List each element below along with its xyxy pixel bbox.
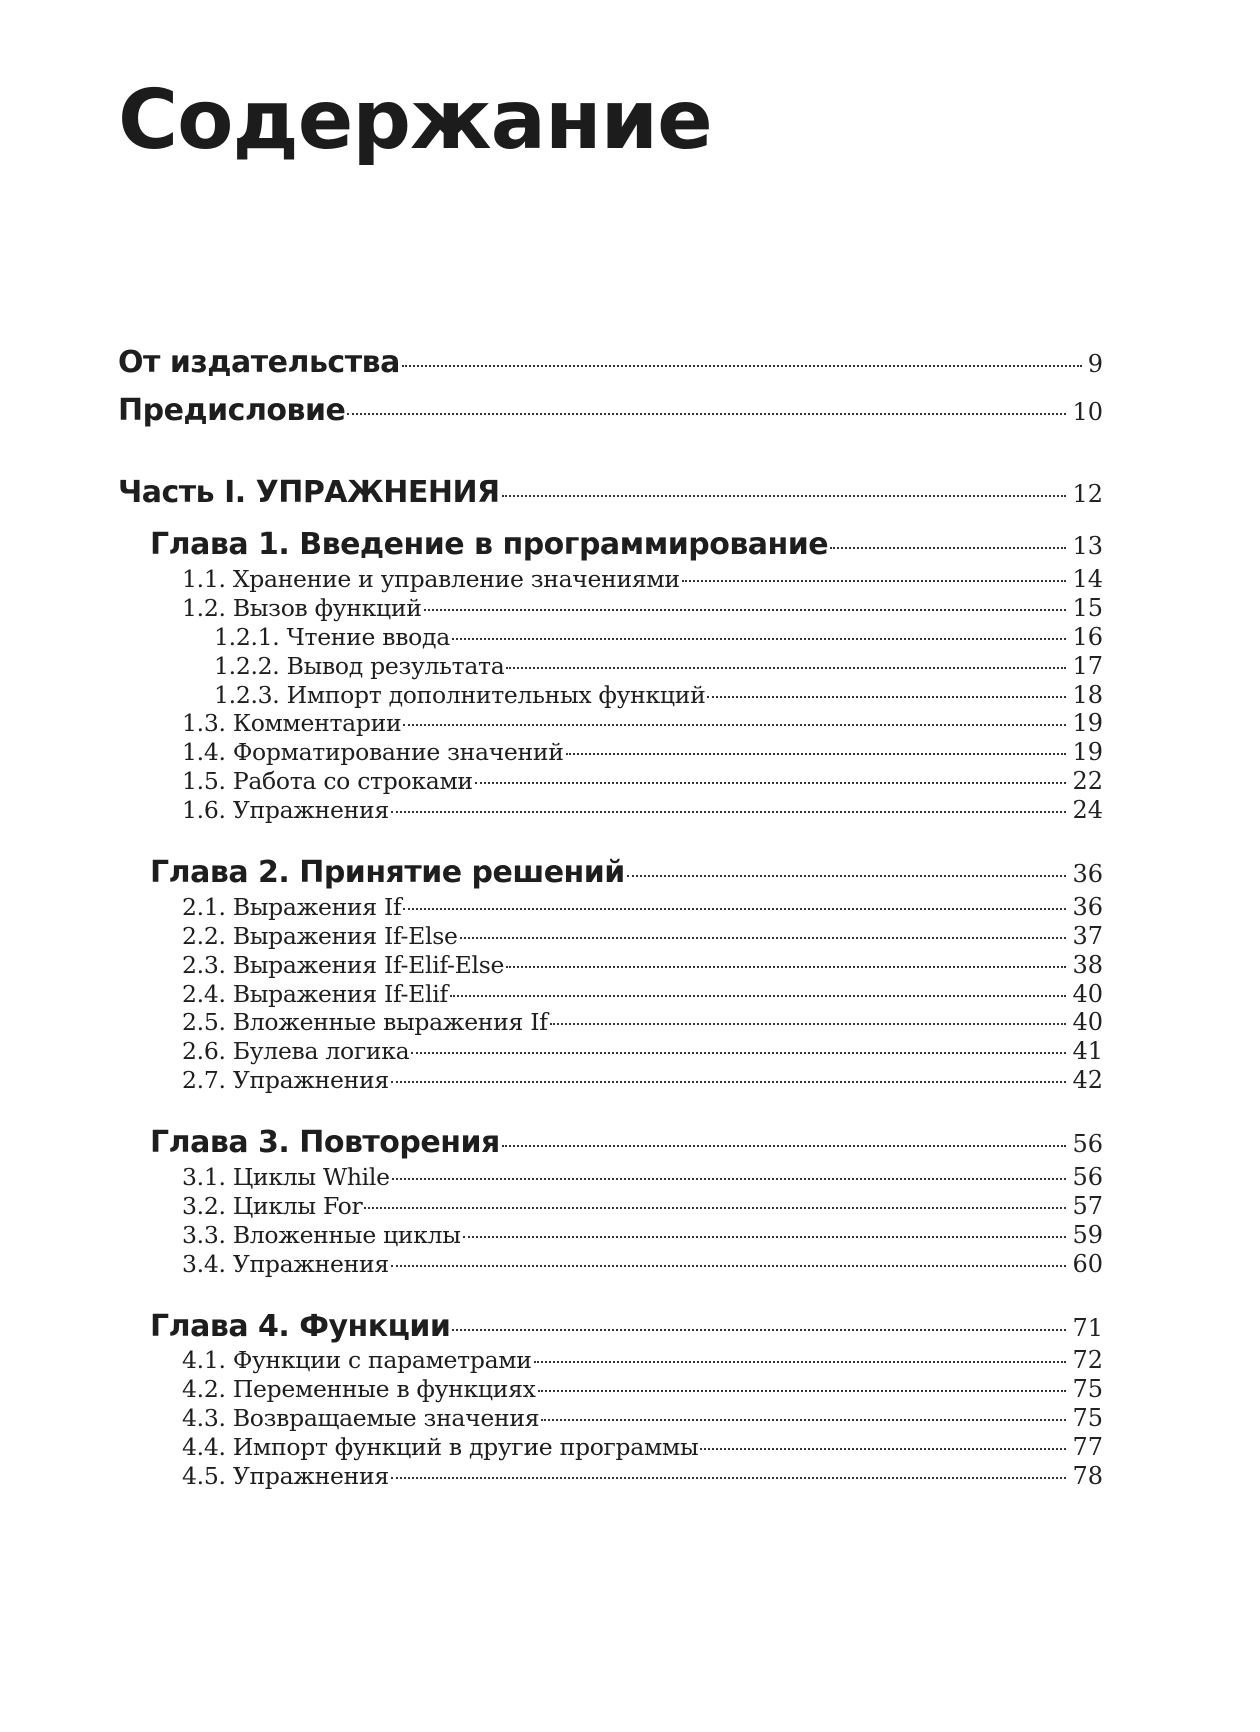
toc-entry[interactable] [118, 1066, 1103, 1094]
toc-entry-page-number: 12 [1072, 480, 1103, 508]
dot-leader [506, 667, 1066, 669]
dot-leader [534, 1361, 1067, 1363]
toc-entry-page-number: 9 [1087, 350, 1103, 378]
dot-leader [707, 696, 1066, 698]
dot-leader [538, 1390, 1067, 1392]
toc-entry-page-number: 36 [1072, 860, 1103, 888]
dot-leader [392, 1178, 1067, 1180]
toc-entry-page-number: 38 [1072, 951, 1103, 979]
toc-entry[interactable] [118, 1250, 1103, 1278]
toc-entry-label: 2.4. Выражения If-Elif [182, 980, 448, 1008]
dot-leader [566, 753, 1067, 755]
toc-entry[interactable] [118, 1375, 1103, 1403]
toc-entry-page-number: 59 [1072, 1221, 1103, 1249]
toc-entry[interactable] [118, 893, 1103, 921]
toc-entry-label: 2.5. Вложенные выражения If [182, 1008, 548, 1036]
toc-entry[interactable] [118, 738, 1103, 766]
toc-entry[interactable] [118, 922, 1103, 950]
toc-entry-page-number: 77 [1072, 1433, 1103, 1461]
toc-entry-label: 1.2.3. Импорт дополнительных функций [214, 681, 706, 709]
toc-entry[interactable] [118, 623, 1103, 651]
dot-leader [502, 495, 1067, 497]
toc-entry[interactable] [118, 652, 1103, 680]
dot-leader [502, 1145, 1067, 1147]
toc-entry[interactable] [118, 796, 1103, 824]
toc-entry-page-number: 17 [1072, 652, 1103, 680]
dot-leader [364, 1207, 1066, 1209]
toc-entry[interactable] [118, 527, 1103, 562]
toc-entry-page-number: 56 [1072, 1163, 1103, 1191]
dot-leader [460, 937, 1067, 939]
dot-leader [463, 1236, 1067, 1238]
dot-leader [450, 995, 1067, 997]
dot-leader [391, 1265, 1067, 1267]
toc-entry-label: 1.1. Хранение и управление значениями [182, 565, 680, 593]
toc-entry-page-number: 13 [1072, 532, 1103, 560]
page-title: Содержание [118, 73, 712, 168]
toc-entry-page-number: 41 [1072, 1037, 1103, 1065]
toc-entry[interactable] [118, 1221, 1103, 1249]
toc-entry-label: 2.6. Булева логика [182, 1037, 410, 1065]
toc-entry-label: 1.2.1. Чтение ввода [214, 623, 450, 651]
toc-entry-label: 2.2. Выражения If-Else [182, 922, 458, 950]
toc-entry[interactable] [118, 767, 1103, 795]
dot-leader [391, 811, 1067, 813]
toc-entry[interactable] [118, 594, 1103, 622]
toc-entry-label: 3.2. Циклы For [182, 1192, 363, 1220]
toc-entry-label: 4.2. Переменные в функциях [182, 1375, 536, 1403]
toc-entry-label: 3.1. Циклы While [182, 1163, 390, 1191]
toc-entry[interactable] [118, 980, 1103, 1008]
toc-entry-label: 1.4. Форматирование значений [182, 738, 564, 766]
toc-entry[interactable] [118, 345, 1103, 380]
toc-entry-page-number: 60 [1072, 1250, 1103, 1278]
dot-leader [402, 365, 1082, 367]
dot-leader [403, 908, 1066, 910]
toc-entry-page-number: 42 [1072, 1066, 1103, 1094]
toc-entry-page-number: 71 [1072, 1314, 1103, 1342]
toc-entry[interactable] [118, 393, 1103, 428]
toc-entry-label: 4.4. Импорт функций в другие программы [182, 1433, 699, 1461]
toc-entry-label: 2.7. Упражнения [182, 1066, 389, 1094]
toc-entry[interactable] [118, 1125, 1103, 1160]
dot-leader [391, 1081, 1067, 1083]
toc-entry-label: Глава 4. Функции [150, 1309, 451, 1344]
toc-entry[interactable] [118, 1433, 1103, 1461]
toc-entry[interactable] [118, 1462, 1103, 1490]
toc-entry-page-number: 15 [1072, 594, 1103, 622]
toc-entry-label: 4.1. Функции с параметрами [182, 1346, 532, 1374]
toc-entry[interactable] [118, 1346, 1103, 1374]
dot-leader [452, 638, 1067, 640]
toc-entry[interactable] [118, 681, 1103, 709]
dot-leader [424, 609, 1067, 611]
toc-entry[interactable] [118, 475, 1103, 510]
toc-entry-page-number: 24 [1072, 796, 1103, 824]
dot-leader [506, 966, 1066, 968]
toc-entry-page-number: 78 [1072, 1462, 1103, 1490]
dot-leader [682, 580, 1067, 582]
toc-entry-page-number: 40 [1072, 980, 1103, 1008]
toc-entry-page-number: 19 [1072, 738, 1103, 766]
toc-entry-label: Предисловие [118, 393, 346, 428]
dot-leader [627, 875, 1067, 877]
toc-entry-label: Глава 2. Принятие решений [150, 855, 625, 890]
toc-entry-page-number: 40 [1072, 1008, 1103, 1036]
toc-entry-page-number: 14 [1072, 565, 1103, 593]
toc-entry-label: 2.1. Выражения If [182, 893, 402, 921]
dot-leader [830, 547, 1066, 549]
toc-entry-label: 4.5. Упражнения [182, 1462, 389, 1490]
toc-entry[interactable] [118, 1008, 1103, 1036]
toc-entry[interactable] [118, 951, 1103, 979]
toc-entry-label: Глава 1. Введение в программирование [150, 527, 829, 562]
toc-entry-label: Глава 3. Повторения [150, 1125, 500, 1160]
toc-entry-page-number: 19 [1072, 709, 1103, 737]
toc-entry-page-number: 57 [1072, 1192, 1103, 1220]
dot-leader [550, 1023, 1067, 1025]
toc-entry-page-number: 72 [1072, 1346, 1103, 1374]
toc-entry[interactable] [118, 855, 1103, 890]
toc-entry-page-number: 36 [1072, 893, 1103, 921]
toc-entry-page-number: 75 [1072, 1404, 1103, 1432]
toc-entry-label: 3.3. Вложенные циклы [182, 1221, 461, 1249]
dot-leader [700, 1448, 1066, 1450]
toc-entry-label: 1.3. Комментарии [182, 709, 402, 737]
toc-entry-page-number: 16 [1072, 623, 1103, 651]
toc-entry[interactable] [118, 1163, 1103, 1191]
toc-entry[interactable] [118, 709, 1103, 737]
dot-leader [347, 413, 1066, 415]
toc-entry[interactable] [118, 1309, 1103, 1344]
toc-entry-page-number: 37 [1072, 922, 1103, 950]
toc-entry-page-number: 22 [1072, 767, 1103, 795]
toc-entry-label: 3.4. Упражнения [182, 1250, 389, 1278]
toc-entry[interactable] [118, 1404, 1103, 1432]
toc-entry-page-number: 75 [1072, 1375, 1103, 1403]
toc-entry[interactable] [118, 1192, 1103, 1220]
toc-entry-label: 1.2.2. Вывод результата [214, 652, 505, 680]
toc-entry-page-number: 18 [1072, 681, 1103, 709]
dot-leader [411, 1052, 1066, 1054]
toc-entry-label: 4.3. Возвращаемые значения [182, 1404, 540, 1432]
toc-entry-label: От издательства [118, 345, 400, 380]
toc-entry-page-number: 56 [1072, 1130, 1103, 1158]
toc-entry[interactable] [118, 565, 1103, 593]
toc-entry-label: 1.6. Упражнения [182, 796, 389, 824]
toc-entry-label: 2.3. Выражения If-Elif-Else [182, 951, 505, 979]
dot-leader [403, 724, 1066, 726]
toc-entry-label: 1.2. Вызов функций [182, 594, 422, 622]
dot-leader [452, 1329, 1066, 1331]
dot-leader [475, 782, 1067, 784]
dot-leader [541, 1419, 1066, 1421]
toc-entry[interactable] [118, 1037, 1103, 1065]
toc-entry-label: 1.5. Работа со строками [182, 767, 473, 795]
toc-entry-label: Часть I. УПРАЖНЕНИЯ [118, 475, 500, 510]
toc-entry-page-number: 10 [1072, 398, 1103, 426]
dot-leader [391, 1477, 1067, 1479]
